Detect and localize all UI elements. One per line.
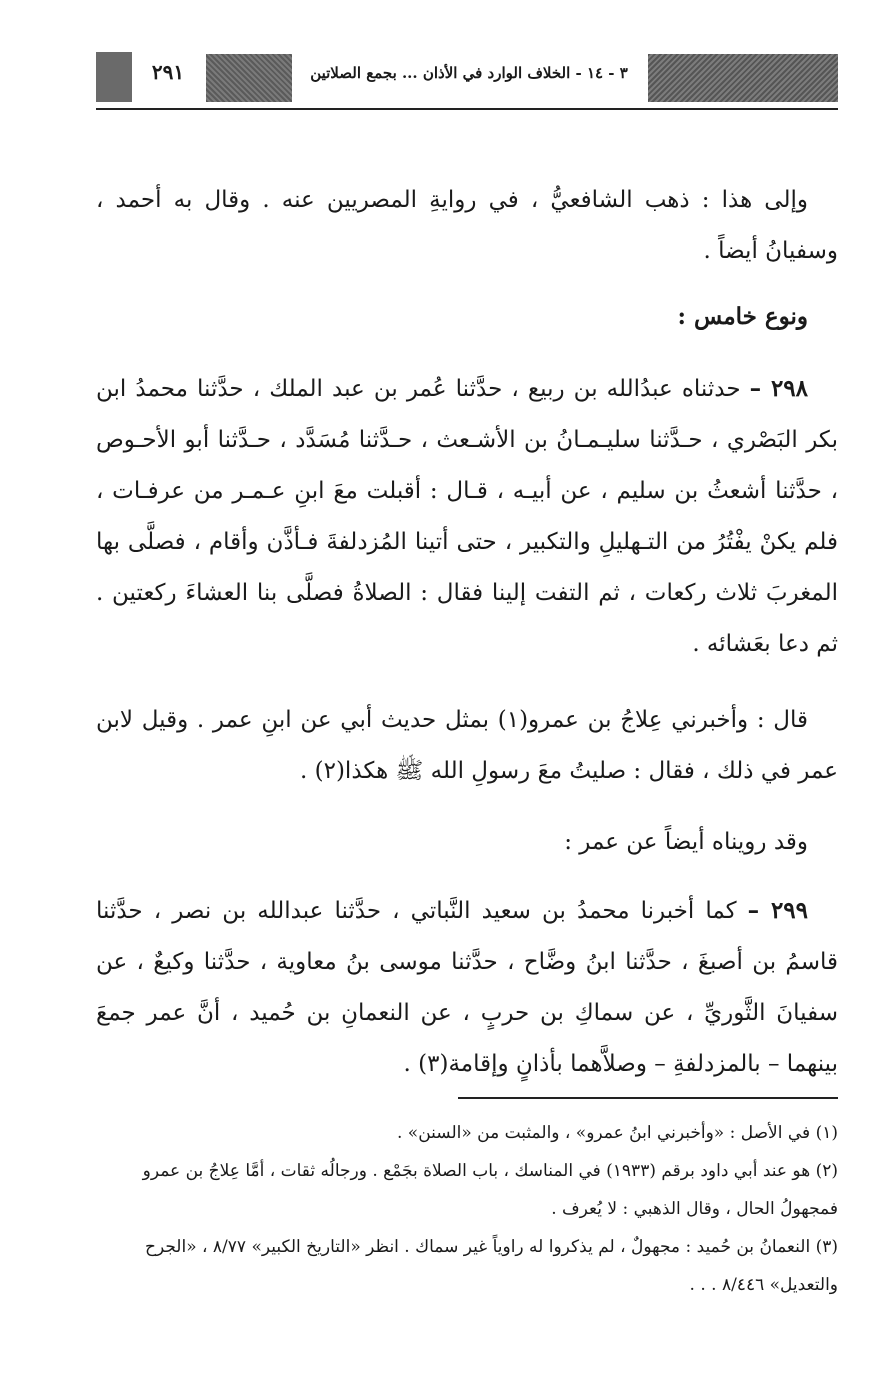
header-decorative-block-right xyxy=(648,54,838,102)
paragraph-ilaj: قال : وأخبرني عِلاجُ بن عمرو(١) بمثل حديث أبي عن ابنِ عمر . وقيل لابن عمر في ذلك ، فقال : صليتُ معَ رسولِ الله ﷺ هكذا(٢) . xyxy=(96,707,838,784)
paragraph-narrated-umar: وقد رويناه أيضاً عن عمر : xyxy=(564,829,808,855)
hadith-298-text: حدثناه عبدُالله بن ربيع ، حدَّثنا عُمر بن عبد الملك ، حدَّثنا محمدُ ابن بكر البَصْري ، حـدَّثنا سليـمـانُ بن الأشـعث ، حـدَّثنا مُسَدَّد ، حـدَّثنا أبو الأحـوص ، حدَّثنا أشعثُ بن سليم ، عن أبيـه ، قـال : أقبلت معَ ابنِ عـمـر من عرفـات ، فلم يكنْ يفْتُرُ من التـهليلِ والتكبير ، حتى أتينا المُزدلفةَ فـأذَّن وأقام ، فصلَّى بها المغربَ ثلاث ركعات ، ثم التفت إلينا فقال : الصلاةُ فصلَّى بنا العشاءَ ركعتين . ثم دعا بعَشائه . xyxy=(96,376,838,657)
hadith-number-299: ٢٩٩ – xyxy=(747,897,809,924)
hadith-299-text: كما أخبرنا محمدُ بن سعيد النَّباتي ، حدَّثنا عبدالله بن نصر ، حدَّثنا قاسمُ بن أصبغَ ، حدَّثنا ابنُ وضَّاح ، حدَّثنا موسى بنُ معاوية ، حدَّثنا وكيعٌ ، عن سفيانَ الثَّوريِّ ، عن سماكِ بن حربٍ ، عن النعمانِ بن حُميد ، أنَّ عمر جمعَ بينهما – بالمزدلفةِ – وصلاَّهما بأذانٍ وإقامة(٣) . xyxy=(96,898,838,1077)
footnote-3: (٣) النعمانُ بن حُميد : مجهولٌ ، لم يذكروا له راوياً غير سماك . انظر «التاريخ الكبير» ٨/٧٧ ، «الجرح والتعديل» ٨/٤٤٦ . . . xyxy=(144,1237,838,1295)
hadith-number-298: ٢٩٨ – xyxy=(749,375,808,402)
paragraph-hadith-299 xyxy=(96,885,838,1090)
footnote-2: (٢) هو عند أبي داود برقم (١٩٣٣) في المناسك ، باب الصلاة بجَمْع . ورجالُه ثقات ، أمَّا عِلاجُ بن عمرو فمجهولُ الحال ، وقال الذهبي : لا يُعرف . xyxy=(142,1161,838,1219)
page-number: ٢٩١ xyxy=(151,60,185,84)
footnote-separator xyxy=(458,1097,838,1099)
running-title: ٣ - ١٤ - الخلاف الوارد في الأذان ... بجمع الصلاتين xyxy=(310,64,628,82)
footnotes xyxy=(96,1114,838,1304)
paragraph-shafii: وإلى هذا : ذهب الشافعيُّ ، في روايةِ المصريين عنه . وقال به أحمد ، وسفيانُ أيضاً . xyxy=(96,187,838,264)
running-header xyxy=(96,50,838,108)
header-decorative-block-left xyxy=(96,52,132,102)
paragraph-hadith-298 xyxy=(96,363,838,670)
footnote-1: (١) في الأصل : «وأخبرني ابنُ عمرو» ، والمثبت من «السنن» . xyxy=(397,1123,838,1143)
header-decorative-block-middle xyxy=(206,54,292,102)
paragraph-fifth-type: ونوع خامس : xyxy=(677,303,808,330)
header-rule xyxy=(96,108,838,110)
